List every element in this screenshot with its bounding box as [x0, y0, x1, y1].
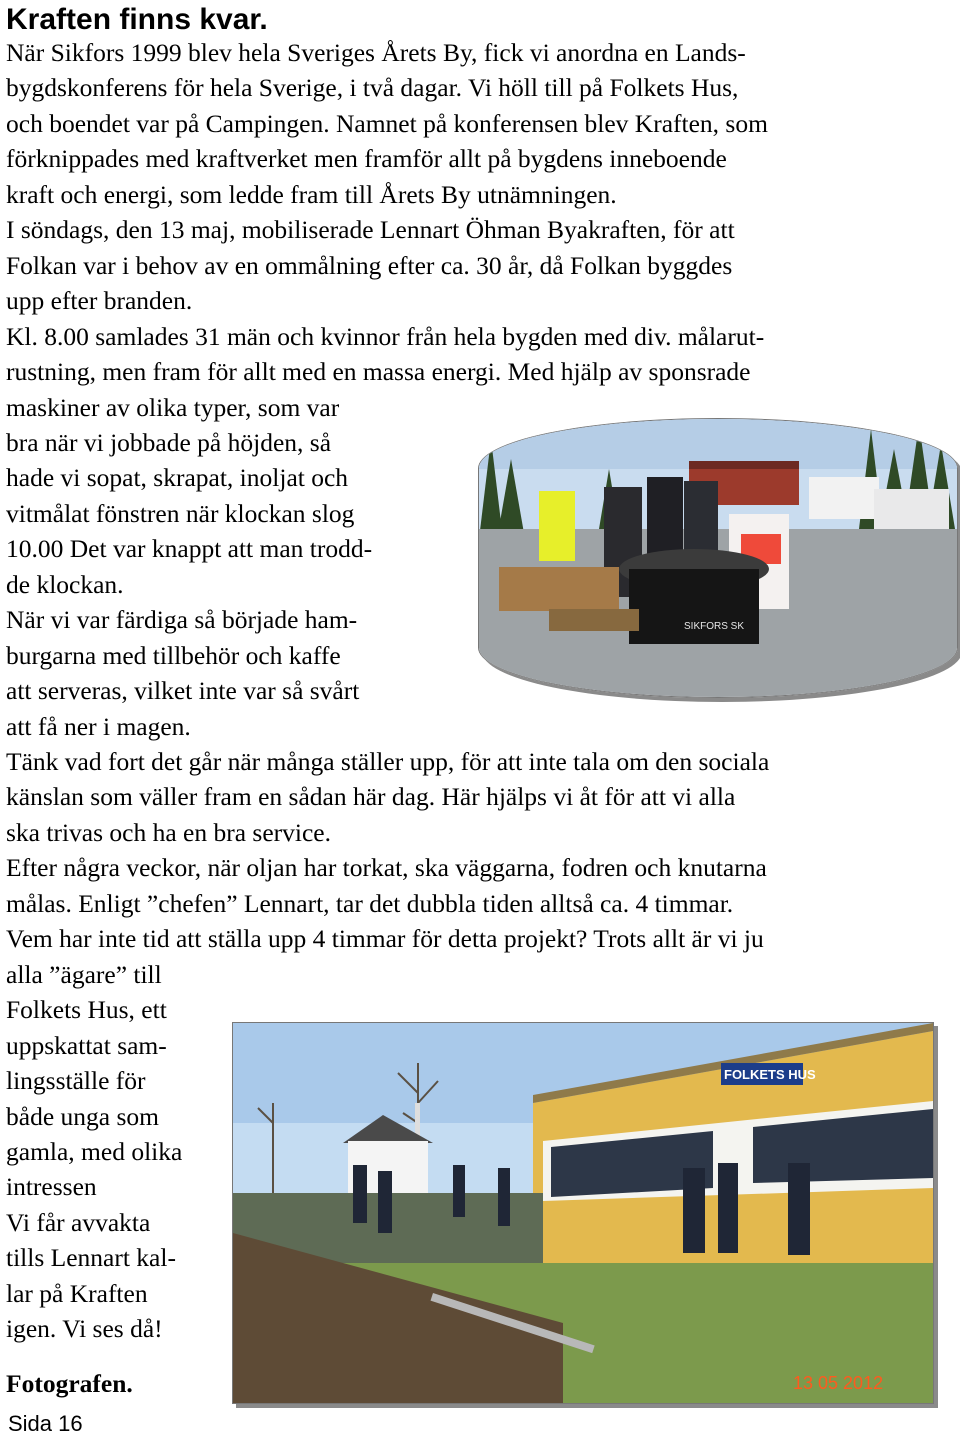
- article-title: Kraften finns kvar.: [6, 3, 268, 36]
- grill-photo: [478, 418, 958, 698]
- article-line: målas. Enligt ”chefen” Lennart, tar det dubbla tiden alltså ca. 4 timmar.: [6, 888, 734, 918]
- article-line: Vi får avvakta: [6, 1207, 151, 1237]
- article-line: Folkets Hus, ett: [6, 995, 167, 1025]
- article-line: lar på Kraften: [6, 1278, 148, 1308]
- article-line: När vi var färdiga så började ham-: [6, 605, 358, 635]
- grill-sign-text: SIKFORS SK: [684, 621, 745, 632]
- article-line: igen. Vi ses då!: [6, 1314, 163, 1344]
- date-stamp: 13 05 2012: [793, 1373, 884, 1393]
- article-line: att serveras, vilket inte var så svårt: [6, 676, 360, 706]
- article-line: Folkan var i behov av en ommålning efter ca. 30 år, då Folkan byggdes: [6, 250, 733, 280]
- article-line: maskiner av olika typer, som var: [6, 392, 340, 422]
- article-line: uppskattat sam-: [6, 1030, 167, 1060]
- article-line: När Sikfors 1999 blev hela Sveriges Årets By, fick vi anordna en Lands-: [6, 38, 746, 67]
- article-line: gamla, med olika: [6, 1136, 183, 1166]
- article-signature: Fotografen.: [6, 1369, 133, 1398]
- article-line: bra när vi jobbade på höjden, så: [6, 427, 332, 457]
- article-line: 10.00 Det var knappt att man trodd-: [6, 534, 373, 564]
- article-line: I söndags, den 13 maj, mobiliserade Lennart Öhman Byakraften, för att: [6, 215, 735, 245]
- article-line: både unga som: [6, 1101, 159, 1131]
- article-line: Efter några veckor, när oljan har torkat, ska väggarna, fodren och knutarna: [6, 853, 767, 883]
- article-line: upp efter branden.: [6, 286, 193, 316]
- article-line: ska trivas och ha en bra service.: [6, 817, 331, 847]
- article-line: Kl. 8.00 samlades 31 män och kvinnor från hela bygden med div. målarut-: [6, 321, 765, 351]
- building-sign-text: FOLKETS HUS: [724, 1067, 816, 1082]
- article-line: intressen: [6, 1172, 97, 1202]
- article-line: och boendet var på Campingen. Namnet på konferensen blev Kraften, som: [6, 108, 768, 138]
- article-line: förknippades med kraftverket men framför allt på bygdens inneboende: [6, 144, 727, 174]
- article-line: vitmålat fönstren när klockan slog: [6, 498, 355, 528]
- article-line: burgarna med tillbehör och kaffe: [6, 640, 341, 670]
- article-line: alla ”ägare” till: [6, 959, 162, 989]
- article-line: tills Lennart kal-: [6, 1243, 176, 1273]
- article-line: Tänk vad fort det går när många ställer upp, för att inte tala om den sociala: [6, 747, 770, 776]
- article-line: känslan som väller fram en sådan här dag. Här hjälps vi åt för att vi alla: [6, 782, 736, 812]
- article-line: bygdskonferens för hela Sverige, i två dagar. Vi höll till på Folkets Hus,: [6, 73, 739, 103]
- article-line: Vem har inte tid att ställa upp 4 timmar för detta projekt? Trots allt är vi ju: [6, 924, 764, 954]
- article-line: att få ner i magen.: [6, 711, 191, 741]
- folkets-hus-photo: [232, 1022, 934, 1404]
- article-line: lingsställe för: [6, 1066, 146, 1096]
- article-line: kraft och energi, som ledde fram till Årets By utnämningen.: [6, 179, 617, 209]
- page-number: Sida 16: [8, 1411, 83, 1436]
- article-line: de klockan.: [6, 569, 124, 599]
- article-line: hade vi sopat, skrapat, inoljat och: [6, 463, 349, 493]
- article-line: rustning, men fram för allt med en massa energi. Med hjälp av sponsrade: [6, 357, 751, 387]
